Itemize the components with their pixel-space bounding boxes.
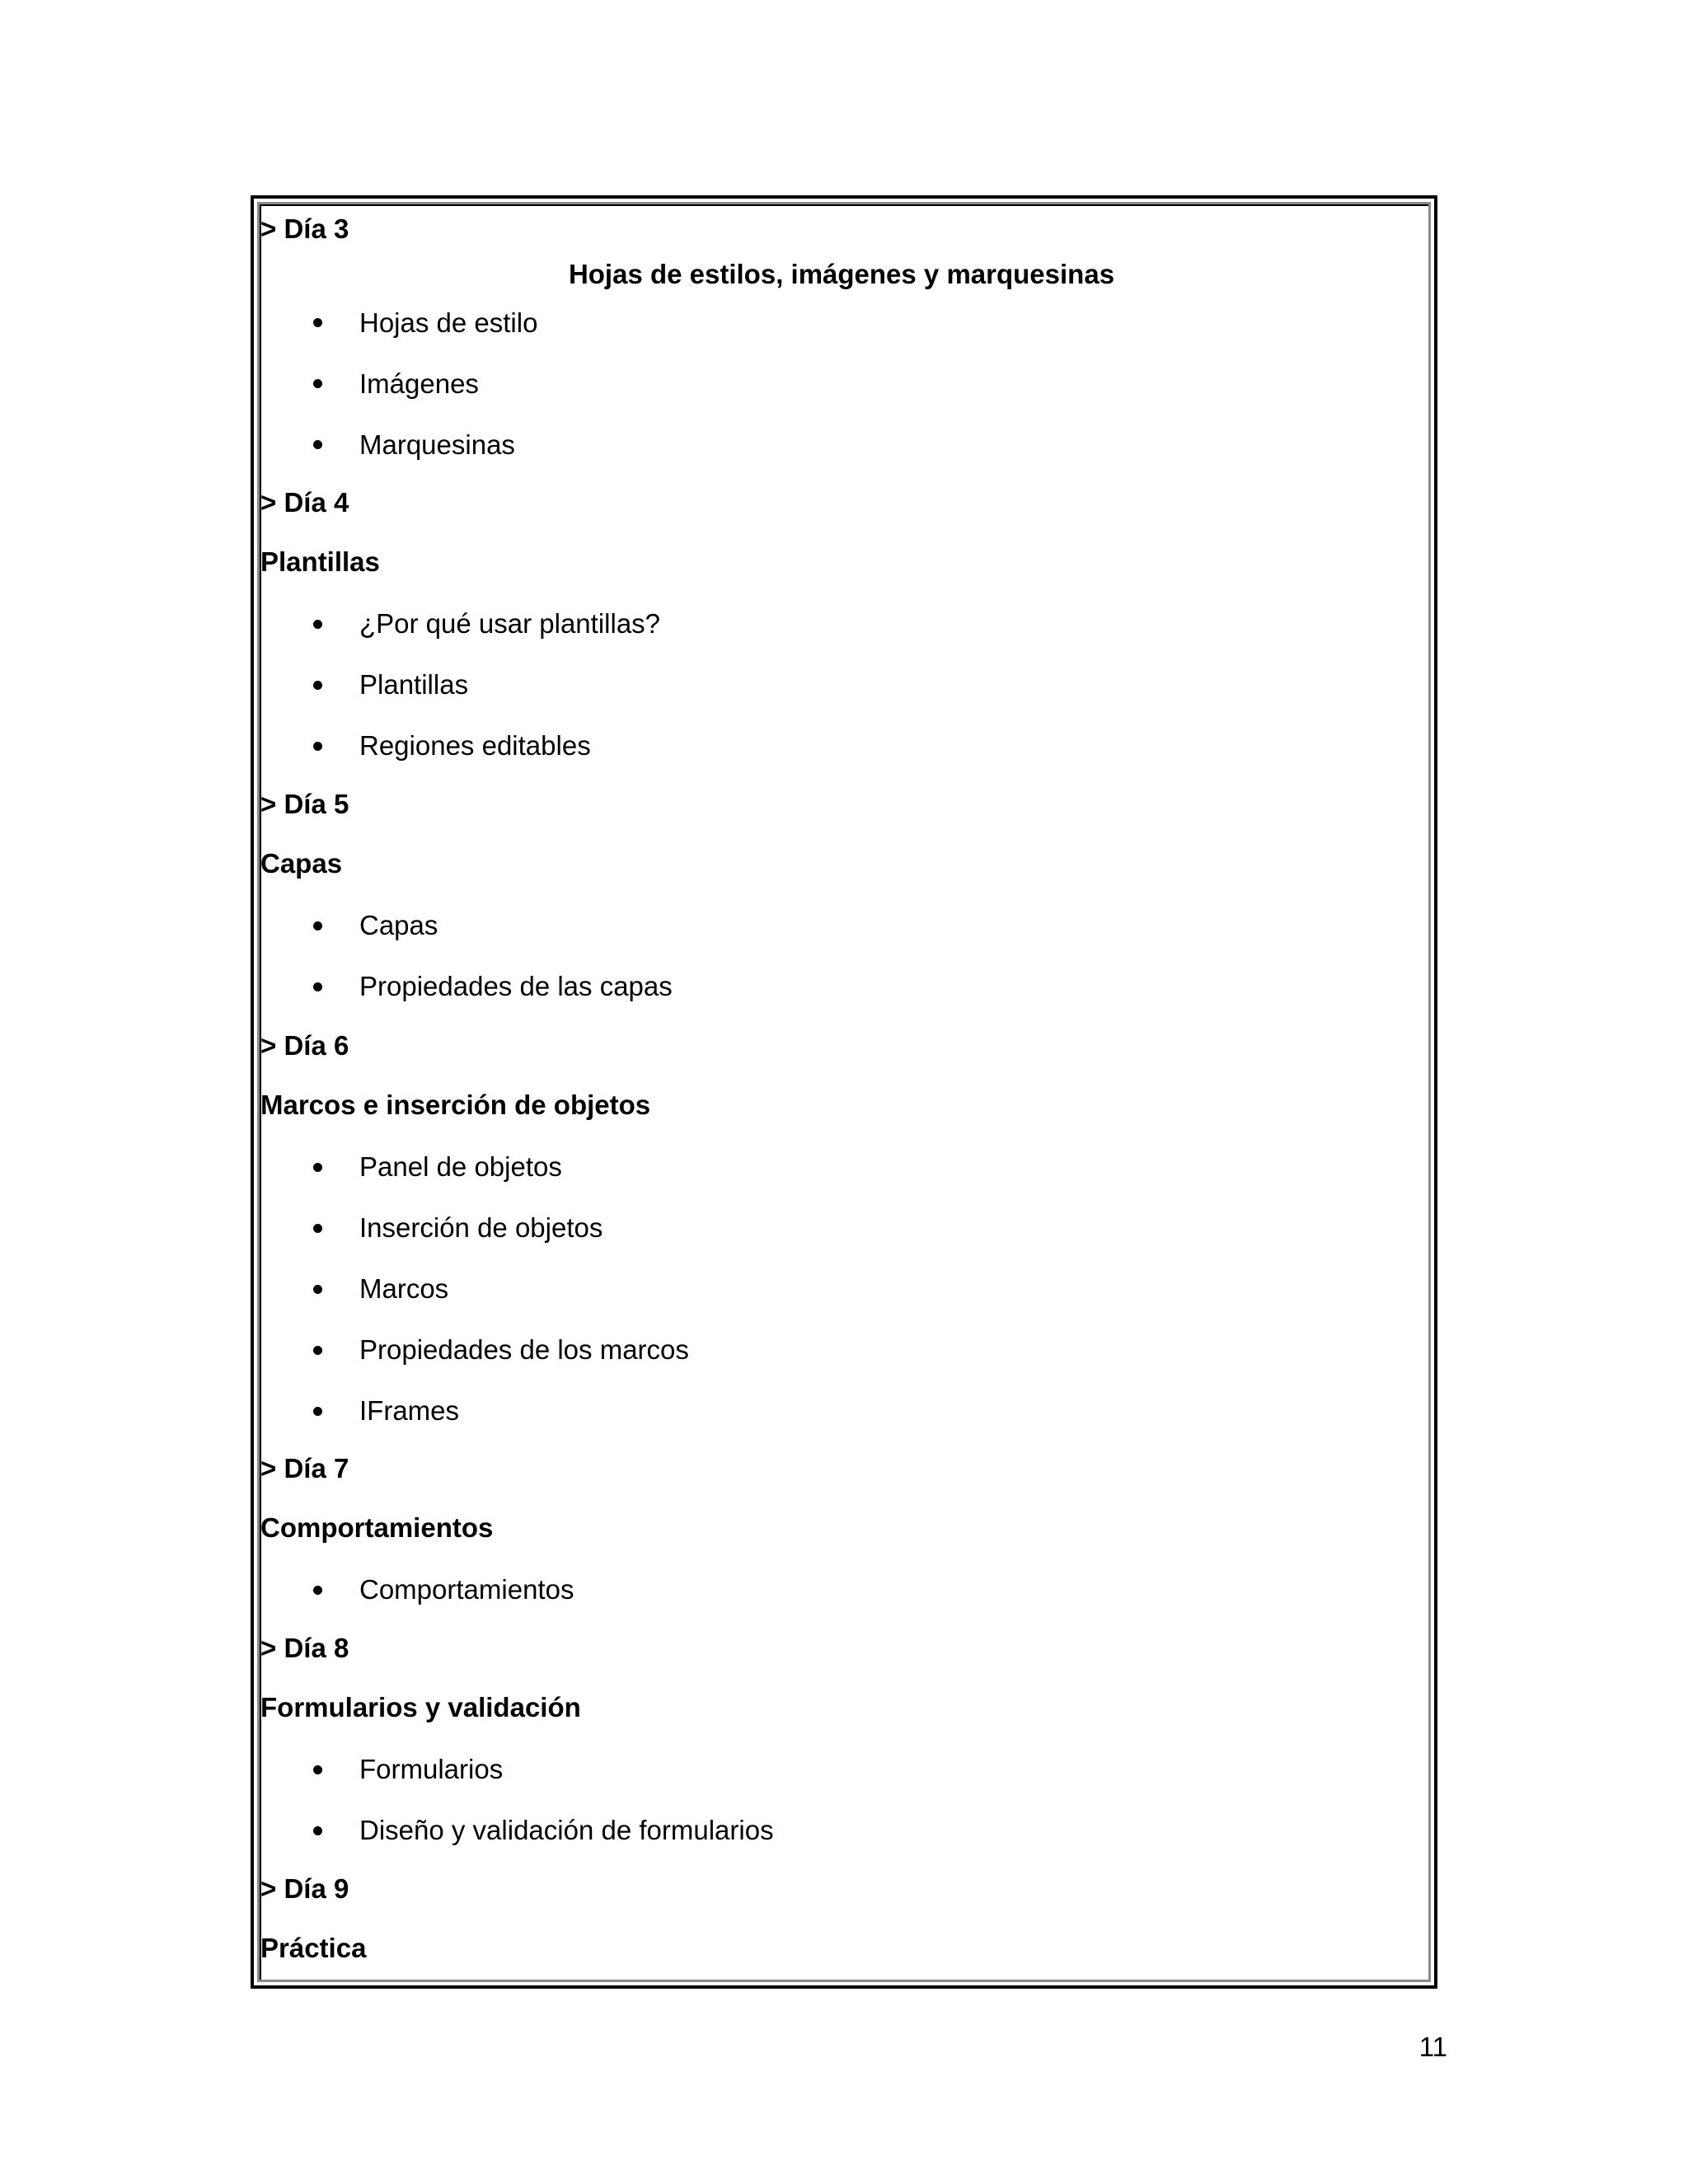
day-4-item: ¿Por qué usar plantillas?: [359, 608, 661, 639]
bullet-icon: [313, 742, 322, 751]
day-3-item: Marquesinas: [359, 429, 515, 460]
bullet-icon: [313, 982, 322, 991]
day-5-item: Propiedades de las capas: [359, 971, 673, 1001]
bullet-icon: [313, 1826, 322, 1835]
day-5-title: Capas: [260, 848, 343, 879]
day-4-item: Regiones editables: [359, 730, 591, 761]
day-3-item: Hojas de estilo: [359, 307, 538, 338]
bullet-icon: [313, 1163, 322, 1172]
page-number: 11: [1418, 2032, 1447, 2062]
bullet-icon: [313, 1586, 322, 1595]
bullet-icon: [313, 1285, 322, 1294]
day-9-title: Práctica: [260, 1933, 367, 1963]
bullet-icon: [313, 620, 322, 629]
bullet-icon: [313, 440, 322, 449]
bullet-icon: [313, 1765, 322, 1774]
bullet-icon: [313, 1407, 322, 1416]
day-8-item: Formularios: [359, 1754, 504, 1784]
day-3-item: Imágenes: [359, 368, 479, 399]
day-9-label: > Día 9: [260, 1873, 349, 1904]
day-3-label: > Día 3: [260, 213, 349, 244]
day-6-item: IFrames: [359, 1395, 460, 1426]
day-6-item: Propiedades de los marcos: [359, 1334, 689, 1365]
bullet-icon: [313, 318, 322, 327]
day-8-label: > Día 8: [260, 1633, 349, 1663]
day-4-title: Plantillas: [260, 546, 380, 577]
day-8-item: Diseño y validación de formularios: [359, 1815, 774, 1845]
day-5-item: Capas: [359, 910, 438, 940]
day-3-title: Hojas de estilos, imágenes y marquesinas: [568, 259, 1115, 289]
day-6-item: Panel de objetos: [359, 1151, 562, 1182]
day-4-label: > Día 4: [260, 487, 349, 518]
day-4-item: Plantillas: [359, 669, 469, 700]
bullet-icon: [313, 1224, 322, 1233]
day-7-label: > Día 7: [260, 1453, 349, 1483]
day-8-title: Formularios y validación: [260, 1692, 581, 1722]
day-6-title: Marcos e inserción de objetos: [260, 1090, 651, 1120]
bullet-icon: [313, 379, 322, 388]
day-6-item: Inserción de objetos: [359, 1212, 603, 1243]
bullet-icon: [313, 921, 322, 930]
bullet-icon: [313, 1346, 322, 1355]
day-7-title: Comportamientos: [260, 1512, 494, 1543]
day-6-label: > Día 6: [260, 1030, 349, 1061]
day-5-label: > Día 5: [260, 789, 349, 819]
day-7-item: Comportamientos: [359, 1574, 574, 1605]
bullet-icon: [313, 681, 322, 690]
day-6-item: Marcos: [359, 1273, 449, 1304]
